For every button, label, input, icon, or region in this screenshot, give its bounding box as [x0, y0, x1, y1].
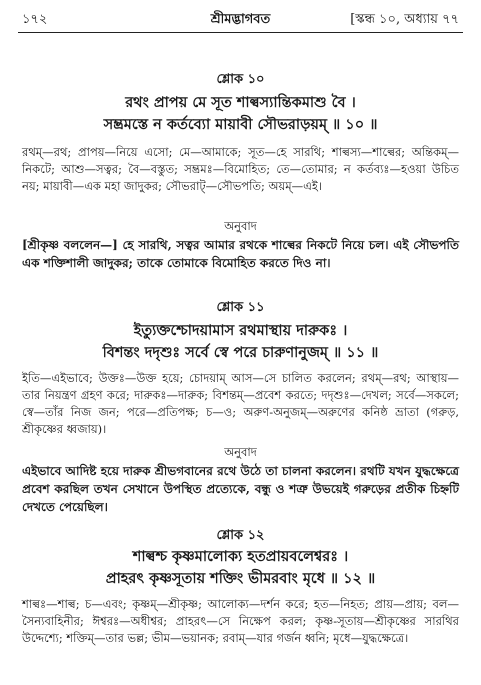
- verse-10-translation: [22, 236, 459, 272]
- verse-11-translation: [22, 462, 459, 516]
- verse-heading: শ্লোক ১২: [216, 528, 265, 543]
- verse-line-2: বিশন্তং দদৃশুঃ সর্বে স্বে পরে চারুণানুজম্ ॥ ১১ ॥: [102, 344, 379, 361]
- page-header: [22, 10, 459, 32]
- verse-11-synonyms: [22, 370, 459, 438]
- verse-12-text: [22, 546, 459, 590]
- verse-line-2: সম্ভ্রমস্তে ন কর্তব্যো মায়াবী সৌভরাড়য়ম্ ॥ ১০ ॥: [103, 116, 378, 133]
- translation-paragraph: এইভাবে আদিষ্ট হয়ে দারুক শ্রীভগবানের রথে উঠে তা চালনা করলেন। রথটি যখন যুদ্ধক্ষেত্রে প্রবেশ করছিল তখন সেখানে উপস্থিত প্রত্যেকে, বন্ধু ও শত্রু উভয়েই গরুড়ের প্রতীক চিহ্নটি দেখতে পেয়েছিল।: [22, 464, 459, 514]
- page-number: ১৭২: [22, 12, 48, 27]
- verse-line-1: শাল্বশ্চ কৃষ্ণমালোক্য হতপ্রায়বলেশ্বরঃ ।: [132, 548, 349, 565]
- verse-heading: শ্লোক ১১: [216, 300, 265, 315]
- verse-11-heading-block: [22, 298, 459, 319]
- verse-10-translation-label-block: [22, 218, 459, 237]
- translation-paragraph: [শ্রীকৃষ্ণ বললেন—] হে সারথি, সত্বর আমার রথকে শাল্বের নিকটে নিয়ে চল। এই সৌভপতি এক শক্তিশালী জাদুকর; তাকে তোমাকে বিমোহিত করতে দিও না।: [22, 238, 459, 270]
- chapter-reference: [স্কন্ধ ১০, অধ্যায় ৭৭: [350, 12, 459, 27]
- verse-line-2: প্রাহরৎ কৃষ্ণসূতায় শক্তিং ভীমরবাং মৃধে ॥ ১২ ॥: [105, 570, 376, 587]
- verse-12-synonyms: [22, 596, 459, 647]
- synonyms-paragraph: ইতি—এইভাবে; উক্তঃ—উক্ত হয়ে; চোদয়াম্ আস—সে চালিত করলেন; রথম্—রথ; আস্থায়—তার নিয়ন্ত্রণ গ্রহণ করে; দারুকঃ—দারুক; বিশন্তম্—প্রবেশ করতে; দদৃশুঃ—দেখল; সর্বে—সকলে; স্বে—তাঁর নিজ জন; পরে—প্রতিপক্ষ; চ—ও; অরুণ-অনুজম্—অরুণের কনিষ্ঠ ভ্রাতা (গরুড়, শ্রীকৃষ্ণের ধ্বজায়)।: [22, 371, 459, 436]
- verse-line-1: ইত্যুক্তশ্চোদয়ামাস রথমাস্থায় দারুকঃ ।: [133, 322, 348, 339]
- verse-10-synonyms: [22, 144, 459, 195]
- synonyms-paragraph: শাল্বঃ—শাল্ব; চ—এবং; কৃষ্ণম্—শ্রীকৃষ্ণ; আলোক্য—দর্শন করে; হত—নিহত; প্রায়—প্রায়; বল—সৈন্যবাহিনীর; ঈশ্বরঃ—অধীশ্বর; প্রাহরৎ—সে নিক্ষেপ করল; কৃষ্ণ-সূতায়—শ্রীকৃষ্ণের সারথির উদ্দেশ্যে; শক্তিম্—তার ভল্ল; ভীম—ভয়ানক; রবাম্—যার গর্জন ধ্বনি; মৃধে—যুদ্ধক্ষেত্রে।: [22, 597, 459, 645]
- header-divider: [18, 32, 463, 33]
- translation-label: অনুবাদ: [224, 445, 257, 459]
- verse-11-text: [22, 320, 459, 364]
- synonyms-paragraph: রথম্—রথ; প্রাপয়—নিয়ে এসো; মে—আমাকে; সূত—হে সারথি; শাল্বস্য—শাল্বের; অন্তিকম্—নিকটে; আশু—সত্বর; বৈ—বস্তুত; সম্ভ্রমঃ—বিমোহিত; তে—তোমার; ন কর্তব্যঃ—হওয়া উচিত নয়; মায়াবী—এক মহা জাদুকর; সৌভরাট্—সৌভপতি; অয়ম্—এই।: [22, 145, 459, 193]
- verse-line-1: রথং প্রাপয় মে সূত শাল্বস্যান্তিকমাশু বৈ ।: [125, 94, 356, 111]
- translation-label: অনুবাদ: [224, 219, 257, 233]
- verse-11-translation-label-block: [22, 444, 459, 463]
- verse-heading: শ্লোক ১০: [216, 72, 265, 87]
- verse-12-heading-block: [22, 526, 459, 547]
- book-title: শ্রীমদ্ভাগবত: [210, 12, 271, 27]
- verse-10-heading-block: [22, 70, 459, 91]
- verse-10-text: [22, 92, 459, 136]
